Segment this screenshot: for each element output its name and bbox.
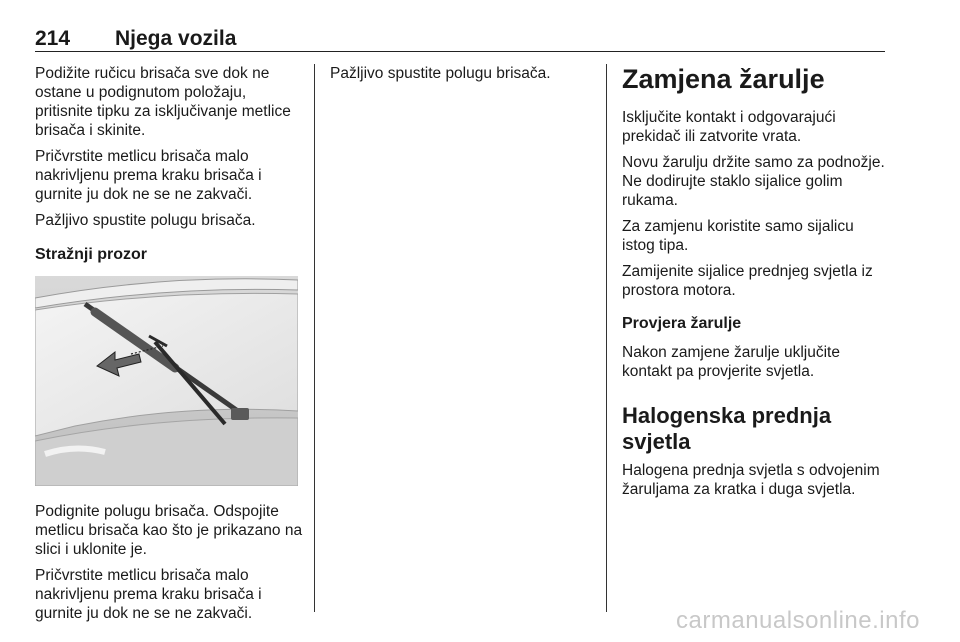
page-number: 214 bbox=[35, 27, 71, 50]
paragraph: Podižite ručicu brisača sve dok ne ostane u podignutom položaju, pritisnite tipku za isključivanje metlice brisača i skinite. bbox=[35, 65, 291, 139]
paragraph: Isključite kontakt i odgovarajući prekidač ili zatvorite vrata. bbox=[622, 109, 836, 145]
paragraph: Za zamjenu koristite samo sijalicu istog tipa. bbox=[622, 218, 854, 254]
subheading-bulb-check: Provjera žarulje bbox=[622, 315, 742, 332]
column-right bbox=[622, 64, 888, 506]
paragraph: Nakon zamjene žarulje uključite kontakt pa provjerite svjetla. bbox=[622, 344, 840, 380]
paragraph: Pričvrstite metlicu brisača malo nakrivljenu prema kraku brisača i gurnite ju dok ne se ne zakvači. bbox=[35, 148, 262, 203]
watermark: carmanualsonline.info bbox=[676, 607, 920, 634]
subheading-rear-window: Stražnji prozor bbox=[35, 246, 148, 263]
heading-bulb-replacement: Zamjena žarulje bbox=[622, 64, 825, 94]
heading-halogen-headlights: Halogenska prednja svjetla bbox=[622, 403, 832, 454]
paragraph: Pričvrstite metlicu brisača malo nakrivljenu prema kraku brisača i gurnite ju dok ne se ne zakvači. bbox=[35, 567, 262, 622]
paragraph: Halogena prednja svjetla s odvojenim žaruljama za kratka i duga svjetla. bbox=[622, 462, 880, 498]
paragraph: Zamijenite sijalice prednjeg svjetla iz prostora motora. bbox=[622, 263, 873, 299]
rear-wiper-illustration bbox=[35, 276, 298, 486]
column-divider bbox=[314, 64, 315, 612]
paragraph: Novu žarulju držite samo za podnožje. Ne dodirujte staklo sijalice golim rukama. bbox=[622, 154, 885, 209]
section-title: Njega vozila bbox=[115, 27, 237, 50]
column-left bbox=[35, 64, 303, 630]
column-divider bbox=[606, 64, 607, 612]
paragraph: Podignite polugu brisača. Odspojite metlicu brisača kao što je prikazano na slici i uklonite je. bbox=[35, 503, 303, 558]
paragraph: Pažljivo spustite polugu brisača. bbox=[330, 65, 551, 82]
column-middle bbox=[330, 64, 592, 90]
paragraph: Pažljivo spustite polugu brisača. bbox=[35, 212, 256, 229]
page-header bbox=[35, 27, 885, 52]
